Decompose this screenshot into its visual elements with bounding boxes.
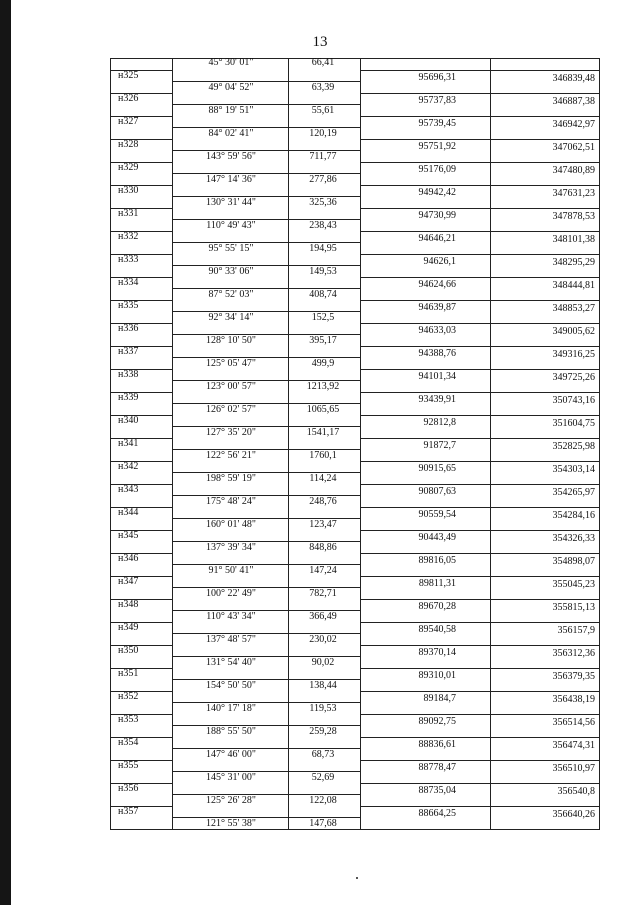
point-label: н344 <box>118 507 139 519</box>
segment-length: 395,17 <box>309 334 337 346</box>
point-label: н343 <box>118 484 139 496</box>
point-label: н348 <box>118 599 139 611</box>
coordinate-x: 94626,1 <box>423 255 456 267</box>
point-row-line <box>360 415 600 416</box>
point-label: н327 <box>118 115 139 127</box>
segment-angle: 198° 59' 19" <box>206 473 256 484</box>
point-label: н330 <box>118 184 139 196</box>
segment-angle: 127° 35' 20" <box>206 426 256 438</box>
segment-angle: 95° 55' 15" <box>208 242 254 254</box>
point-label: н331 <box>118 207 139 219</box>
segment-angle: 49° 04' 52" <box>208 81 254 93</box>
coordinate-x: 88735,04 <box>418 785 456 797</box>
coordinate-x: 94101,34 <box>418 370 456 382</box>
point-row-line <box>360 162 600 163</box>
page-number: 13 <box>312 34 328 50</box>
coordinate-y: 350743,16 <box>552 394 595 406</box>
segment-length: 711,77 <box>309 150 337 162</box>
point-row-line <box>360 231 600 232</box>
segment-angle: 91° 50' 41" <box>208 565 254 577</box>
point-row-line <box>360 599 600 600</box>
segment-length: 119,53 <box>309 703 337 715</box>
segment-length: 230,02 <box>309 634 337 646</box>
segment-angle: 154° 50' 50" <box>206 680 256 692</box>
coordinate-x: 93439,91 <box>418 393 456 405</box>
segment-length: 1213,92 <box>306 380 340 392</box>
coordinate-x: 89811,31 <box>418 578 456 590</box>
segment-length: 147,68 <box>309 818 337 830</box>
point-label: н353 <box>118 714 139 726</box>
segment-angle: 137° 48' 57" <box>206 634 256 646</box>
point-label: н354 <box>118 737 139 749</box>
point-row-line <box>360 691 600 692</box>
segment-length: 408,74 <box>309 288 337 300</box>
point-row-line <box>360 737 600 738</box>
coordinate-x: 89310,01 <box>418 670 456 682</box>
segment-length: 90,02 <box>311 657 335 669</box>
coordinate-y: 354265,97 <box>552 487 595 499</box>
coordinate-x: 90443,49 <box>418 532 456 544</box>
point-label: н334 <box>118 276 139 288</box>
segment-length: 123,47 <box>309 519 337 531</box>
coordinate-y: 347062,51 <box>552 141 595 153</box>
point-row-line <box>360 806 600 807</box>
coordinate-y: 347480,89 <box>552 164 595 176</box>
point-label: н325 <box>118 69 139 81</box>
point-label: н356 <box>118 783 139 795</box>
segment-angle: 90° 33' 06" <box>208 265 254 277</box>
segment-length: 122,08 <box>309 795 337 807</box>
point-row-line <box>360 346 600 347</box>
segment-length: 782,71 <box>309 588 337 600</box>
point-row-line <box>360 392 600 393</box>
point-row-line <box>360 116 600 117</box>
coordinate-x: 95696,31 <box>418 71 456 83</box>
point-row-line <box>360 369 600 370</box>
point-row-line <box>360 576 600 577</box>
point-row-line <box>360 277 600 278</box>
segment-angle: 45° 30' 01" <box>208 57 254 68</box>
point-label: н340 <box>118 414 139 426</box>
segment-angle: 84° 02' 41" <box>208 127 254 139</box>
point-row-line <box>360 484 600 485</box>
point-row-line <box>360 461 600 462</box>
coordinate-y: 351604,75 <box>552 417 595 429</box>
point-label: н357 <box>118 806 139 818</box>
coordinate-y: 356157,9 <box>557 625 595 637</box>
point-label: н345 <box>118 530 139 542</box>
coordinate-x: 92812,8 <box>423 416 456 428</box>
point-row-line <box>360 93 600 94</box>
segment-angle: 145° 31' 00" <box>206 772 256 784</box>
point-row-line <box>360 254 600 255</box>
segment-angle: 121° 55' 38" <box>206 818 256 830</box>
coordinate-x: 95176,09 <box>418 163 456 175</box>
point-label: н346 <box>118 553 139 565</box>
point-row-line <box>360 530 600 531</box>
coordinate-x: 94624,66 <box>418 278 456 290</box>
point-row-line <box>360 185 600 186</box>
segment-length: 499,9 <box>311 357 335 369</box>
segment-angle: 123° 00' 57" <box>206 380 256 392</box>
point-label: н355 <box>118 760 139 772</box>
coordinate-x: 89670,28 <box>418 601 456 613</box>
coordinate-y: 349725,26 <box>552 371 595 383</box>
point-row-line <box>360 783 600 784</box>
point-label: н326 <box>118 92 139 104</box>
coordinate-y: 347631,23 <box>552 187 595 199</box>
scan-binding-edge <box>0 0 11 905</box>
coordinate-y: 355045,23 <box>552 579 595 591</box>
segment-angle: 131° 54' 40" <box>206 657 256 669</box>
coordinate-x: 88664,25 <box>418 808 456 820</box>
coordinate-y: 356312,36 <box>552 648 595 660</box>
point-row-line <box>360 70 600 71</box>
segment-length: 152,5 <box>311 311 335 323</box>
segment-length: 1760,1 <box>309 449 337 461</box>
segment-angle: 125° 05' 47" <box>206 357 256 369</box>
coordinate-x: 88836,61 <box>418 739 456 751</box>
point-label: н335 <box>118 299 139 311</box>
segment-angle: 143° 59' 56" <box>206 150 256 162</box>
coordinate-x: 94646,21 <box>418 232 456 244</box>
coordinate-x: 90807,63 <box>418 486 456 498</box>
segment-angle: 122° 56' 21" <box>206 449 256 461</box>
point-label: н351 <box>118 668 139 680</box>
coordinate-y: 356540,8 <box>557 786 595 798</box>
point-row-line <box>360 323 600 324</box>
segment-angle: 110° 49' 43" <box>206 219 256 231</box>
coordinate-x: 88778,47 <box>418 762 456 774</box>
coordinate-x: 89540,58 <box>418 624 456 636</box>
coordinate-x: 95739,45 <box>418 117 456 129</box>
point-label: н352 <box>118 691 139 703</box>
coordinate-x: 89370,14 <box>418 647 456 659</box>
segment-angle: 125° 26' 28" <box>206 795 256 807</box>
segment-angle: 92° 34' 14" <box>208 311 254 323</box>
segment-length: 66,41 <box>311 57 335 68</box>
coordinate-x: 95751,92 <box>418 140 456 152</box>
coordinate-x: 89092,75 <box>418 716 456 728</box>
coordinate-y: 346839,48 <box>552 72 595 84</box>
coordinate-x: 89184,7 <box>423 693 456 705</box>
segment-angle: 160° 01' 48" <box>206 519 256 531</box>
coordinate-x: 91872,7 <box>423 439 456 451</box>
point-label: н342 <box>118 461 139 472</box>
coordinate-y: 348853,27 <box>552 302 595 314</box>
segment-angle: 130° 31' 44" <box>206 196 256 208</box>
point-row-line <box>360 208 600 209</box>
point-label: н328 <box>118 138 139 150</box>
segment-length: 114,24 <box>309 473 337 484</box>
point-row-line <box>360 622 600 623</box>
coordinate-y: 347878,53 <box>552 210 595 222</box>
coordinate-y: 356438,19 <box>552 694 595 706</box>
coordinates-table <box>110 58 600 830</box>
segment-length: 848,86 <box>309 542 337 554</box>
point-row-line <box>360 645 600 646</box>
segment-angle: 100° 22' 49" <box>206 588 256 600</box>
point-row-line <box>360 438 600 439</box>
point-row-line <box>360 507 600 508</box>
coordinate-y: 356379,35 <box>552 671 595 683</box>
coordinate-y: 356510,97 <box>552 763 595 775</box>
point-label: н338 <box>118 368 139 380</box>
point-label: н332 <box>118 230 139 242</box>
coordinate-y: 348101,38 <box>552 233 595 245</box>
point-label: н336 <box>118 322 139 334</box>
point-label: н347 <box>118 576 139 588</box>
coordinate-y: 356514,56 <box>552 717 595 729</box>
coordinate-y: 349316,25 <box>552 348 595 360</box>
point-row-line <box>360 760 600 761</box>
coordinate-x: 94942,42 <box>418 186 456 198</box>
segment-length: 366,49 <box>309 611 337 623</box>
point-row-line <box>360 714 600 715</box>
segment-angle: 147° 14' 36" <box>206 173 256 185</box>
coordinate-x: 94633,03 <box>418 324 456 336</box>
coordinate-x: 95737,83 <box>418 94 456 106</box>
segment-length: 63,39 <box>311 81 335 93</box>
segment-length: 68,73 <box>311 749 335 761</box>
segment-length: 149,53 <box>309 265 337 277</box>
point-label: н337 <box>118 345 139 357</box>
point-row-line <box>360 300 600 301</box>
point-label: н349 <box>118 622 139 634</box>
segment-angle: 110° 43' 34" <box>206 611 256 623</box>
segment-length: 1541,17 <box>306 426 340 438</box>
segment-angle: 175° 48' 24" <box>206 496 256 508</box>
segment-length: 120,19 <box>309 127 337 139</box>
coordinate-x: 94730,99 <box>418 209 456 221</box>
point-row-line <box>360 668 600 669</box>
coordinate-y: 356474,31 <box>552 740 595 752</box>
coordinate-y: 352825,98 <box>552 440 595 452</box>
segment-angle: 87° 52' 03" <box>208 288 254 300</box>
segment-angle: 140° 17' 18" <box>206 703 256 715</box>
coordinate-y: 354898,07 <box>552 556 595 568</box>
segment-length: 259,28 <box>309 726 337 738</box>
point-label: н341 <box>118 437 139 449</box>
coordinate-y: 348444,81 <box>552 279 595 291</box>
coordinate-x: 90915,65 <box>418 463 456 474</box>
segment-angle: 188° 55' 50" <box>206 726 256 738</box>
segment-angle: 88° 19' 51" <box>208 104 254 116</box>
coordinate-y: 348295,29 <box>552 256 595 268</box>
coordinate-x: 90559,54 <box>418 509 456 521</box>
coordinate-x: 94639,87 <box>418 301 456 313</box>
coordinate-y: 349005,62 <box>552 325 595 337</box>
coordinate-y: 346887,38 <box>552 95 595 107</box>
point-row-line <box>360 553 600 554</box>
segment-angle: 126° 02' 57" <box>206 403 256 415</box>
coordinate-y: 356640,26 <box>552 809 595 821</box>
coordinate-x: 89816,05 <box>418 555 456 567</box>
segment-length: 194,95 <box>309 242 337 254</box>
segment-angle: 147° 46' 00" <box>206 749 256 761</box>
segment-length: 325,36 <box>309 196 337 208</box>
coordinate-y: 355815,13 <box>552 602 595 614</box>
point-row-line <box>360 139 600 140</box>
segment-length: 147,24 <box>309 565 337 577</box>
scan-speck <box>356 877 358 879</box>
coordinate-y: 346942,97 <box>552 118 595 130</box>
segment-length: 138,44 <box>309 680 337 692</box>
coordinate-y: 354326,33 <box>552 533 595 545</box>
segment-length: 248,76 <box>309 496 337 508</box>
coordinate-y: 354284,16 <box>552 510 595 522</box>
point-label: н350 <box>118 645 139 657</box>
segment-length: 55,61 <box>311 104 335 116</box>
segment-length: 238,43 <box>309 219 337 231</box>
coordinate-y: 354303,14 <box>552 464 595 475</box>
coordinate-x: 94388,76 <box>418 347 456 359</box>
segment-length: 277,86 <box>309 173 337 185</box>
segment-angle: 128° 10' 50" <box>206 334 256 346</box>
segment-angle: 137° 39' 34" <box>206 542 256 554</box>
segment-length: 52,69 <box>311 772 335 784</box>
segment-length: 1065,65 <box>306 403 340 415</box>
point-label: н333 <box>118 253 139 265</box>
point-label: н329 <box>118 161 139 173</box>
point-label: н339 <box>118 391 139 403</box>
